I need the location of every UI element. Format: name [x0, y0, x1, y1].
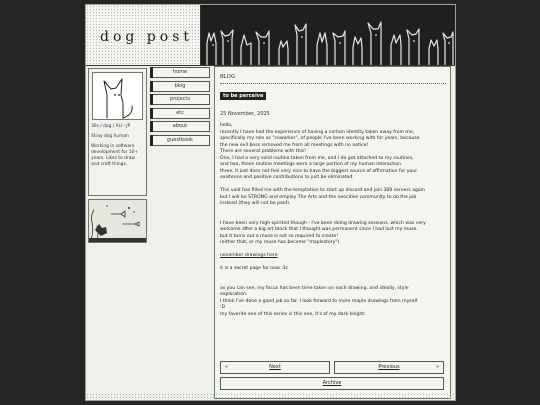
- section-title: BLOG: [220, 74, 236, 80]
- previous-button[interactable]: [334, 361, 444, 374]
- post-line: it is a secret page for now :3c: [220, 266, 289, 271]
- post-line: existence and positive contributions to just be eliminated.: [220, 175, 354, 180]
- post-line: There are several problems with this!: [220, 149, 307, 154]
- profile-text: [91, 124, 144, 172]
- november-drawings-link[interactable]: november drawings here: [220, 253, 278, 258]
- arrow-right-icon: »: [435, 364, 439, 370]
- underwater-dog-illustration: [89, 200, 146, 242]
- site-header: [86, 5, 455, 66]
- nav-item-about[interactable]: about: [150, 121, 210, 132]
- post-line: (either that, or my muse has become "maplestory"): [220, 240, 340, 245]
- next-button[interactable]: [220, 361, 330, 374]
- page-container: [85, 4, 456, 401]
- nav-item-blog[interactable]: blog: [150, 81, 210, 92]
- post-line: recently I have had the experience of having a certain identity taken away from me,: [220, 129, 415, 135]
- post-body: [220, 123, 448, 318]
- dog-silhouettes-illustration: [201, 5, 455, 65]
- post-line: welcome after a big art block that I thought was permanent since I had lost my muse.: [220, 227, 418, 232]
- post-line: as you can see, my focus has been time taken on each drawing. and ideally, style: [220, 285, 409, 291]
- post-line: three, it just does not feel very nice to have the biggest source of affirmation for your: [220, 168, 418, 174]
- post-line: I have been very high-spirited though - I've been doing drawing sessions, which was very: [220, 220, 426, 226]
- previous-label: Previous: [378, 364, 400, 370]
- side-illustration: [88, 199, 147, 243]
- pager: [220, 361, 444, 375]
- profile-tagline: Stray dog human: [91, 134, 129, 139]
- dog-avatar-icon: [93, 73, 142, 119]
- sidebar-nav: [150, 67, 210, 148]
- nav-item-home[interactable]: home: [150, 67, 210, 78]
- post-line: hello,: [220, 123, 233, 128]
- blog-main: [214, 66, 451, 399]
- post-line: specifically my role as "coworker", of people I've been working with for years, because: [220, 136, 420, 141]
- post-line: instead (they will not be paid).: [220, 201, 291, 206]
- post-line: and two, these routine meetings were a large portion of my human interaction.: [220, 162, 403, 167]
- title-divider: [220, 83, 446, 84]
- nav-item-projects[interactable]: projects: [150, 94, 210, 105]
- post-line: but I will be STRONG and employ The Arts and the neocities community to do the job: [220, 194, 417, 200]
- post-line: my favorite one of this series is this one, it's of my dark knight:: [220, 311, 366, 317]
- nav-item-guestbook[interactable]: guestbook: [150, 135, 210, 146]
- profile-card: [88, 68, 147, 196]
- profile-bio: Working in software development for 10+ years. Likes to draw and craft things.: [91, 144, 139, 167]
- avatar: [92, 72, 143, 120]
- post-line: but it turns out a muse is not so required to create!: [220, 233, 339, 239]
- profile-location: 30s / dog / AU - JP: [91, 124, 131, 129]
- post-title: to be perceive: [220, 92, 266, 100]
- header-banner-dogs: [201, 5, 455, 65]
- next-label: Next: [269, 364, 281, 370]
- post-line: I think I've done a good job so far. I look forward to more maple drawings from myself: [220, 298, 418, 304]
- post-date: 25 November, 2025: [220, 111, 270, 117]
- logo-text: dog post: [100, 29, 194, 45]
- nav-item-etc[interactable]: etc: [150, 108, 210, 119]
- footer-pattern: [86, 393, 455, 401]
- post-line: :D: [220, 305, 226, 310]
- archive-button[interactable]: Archive: [220, 377, 444, 390]
- arrow-left-icon: «: [225, 364, 229, 370]
- post-line: the new evil boss removed me from all meetings with no notice!: [220, 142, 369, 148]
- post-line: This void has filled me with the temptation to start up discord and join 300 servers again: [220, 188, 425, 193]
- post-line: One, I had a very solid routine taken from me, and I do get attached to my routines,: [220, 155, 414, 161]
- post-line: exploration.: [220, 292, 248, 297]
- site-logo[interactable]: [86, 5, 201, 65]
